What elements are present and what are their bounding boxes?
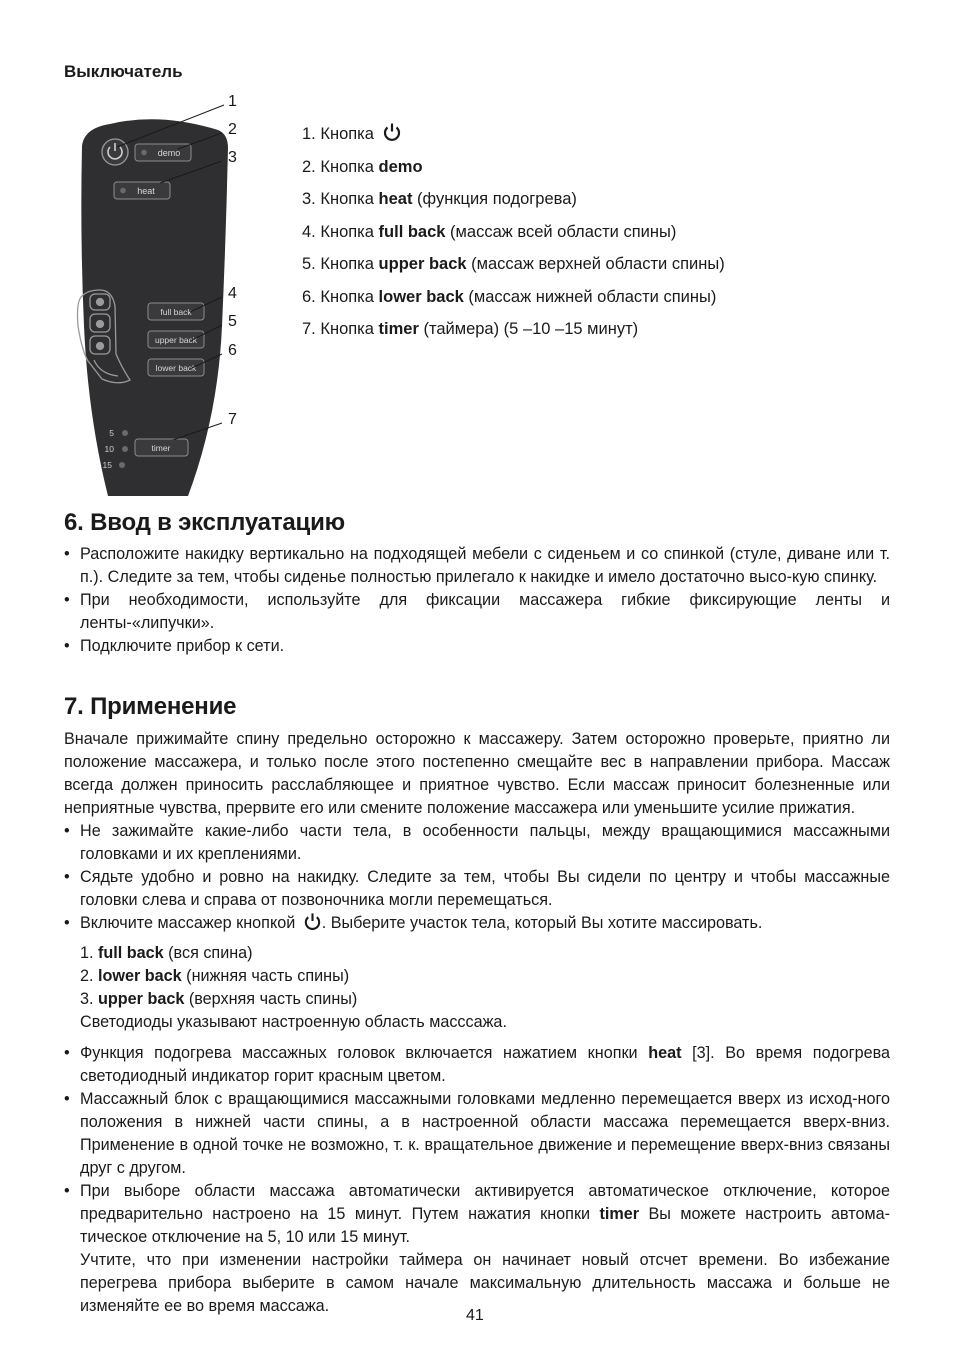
legend-item-7: 7. Кнопка timer (таймера) (5 –10 –15 минут)	[302, 320, 639, 338]
callout-lines	[0, 0, 260, 440]
timer-15-label: 15	[102, 460, 112, 470]
button-legend	[302, 118, 725, 346]
led-note: Светодиоды указывают настроенную область масссажа.	[80, 1013, 507, 1031]
list-item: 2. lower back (нижняя часть спины)	[80, 967, 350, 985]
power-icon	[382, 122, 402, 142]
list-item: • При необходимости, используйте для фиксации массажера гибкие фиксирующие ленты и ленты-«липучки».	[64, 589, 890, 635]
callout-2: 2	[228, 121, 237, 138]
switch-title: Выключатель	[64, 62, 183, 81]
list-item: • Функция подогрева массажных головок включается нажатием кнопки heat [3]. Во время подогрева светодиодный индикатор горит красным цветом.	[64, 1042, 890, 1088]
section-6-title: 6. Ввод в эксплуатацию	[64, 509, 345, 536]
power-icon	[303, 912, 322, 931]
list-item: • Включите массажер кнопкой . Выберите участок тела, который Вы хотите массировать.	[64, 912, 890, 935]
timer-note: Учтите, что при изменении настройки таймера он начинает новый отсчет времени. Во избежание перегрева прибора выберите в самом начале максимальную длительность массажа и больше не изменяйте ее во время массажа.	[80, 1251, 890, 1315]
page-number: 41	[466, 1307, 484, 1324]
list-item: 3. upper back (верхняя часть спины)	[80, 990, 358, 1008]
list-item: 1. full back (вся спина)	[80, 944, 253, 962]
list-item: • При выборе области массажа автоматически активируется автоматическое отключение, которое предварительно настроено на 15 минут. Путем нажатия кнопки timer Вы можете настроить автома-тическое отключение на 5, 10 или 15 минут.	[64, 1180, 890, 1249]
section-7-title: 7. Применение	[64, 693, 237, 720]
callout-3: 3	[228, 149, 237, 166]
intro-paragraph: Вначале прижимайте спину предельно осторожно к массажеру. Затем осторожно проверьте, приятно ли положение массажера, и только после этого постепенно смещайте вес в направлении прибора. Массаж всегда должен приносить расслабляющее и приятное чувство. Если массаж приносит болезненные или неприятные чувства, прервите его или смените положение массажера или уменьшите усилие прижатия.	[64, 730, 890, 817]
legend-item-2: 2. Кнопка demo	[302, 157, 423, 176]
callout-1: 1	[228, 93, 237, 110]
legend-item-4: 4. Кнопка full back (массаж всей области спины)	[302, 222, 677, 241]
timer-10-led	[122, 446, 128, 452]
callout-7: 7	[228, 411, 237, 428]
legend-item-5: 5. Кнопка upper back (массаж верхней области спины)	[302, 255, 725, 273]
lower-back-label: lower back	[155, 363, 197, 373]
list-item: • Подключите прибор к сети.	[64, 635, 890, 658]
list-item: • Расположите накидку вертикально на подходящей мебели с сиденьем и со спинкой (стуле, диване или т. п.). Следите за тем, чтобы сиденье полностью прилегало к накидке и имело достаточно высо-кую спинку.	[64, 543, 890, 589]
upper-back-label: upper back	[154, 335, 198, 345]
callout-4: 4	[228, 285, 237, 302]
section-7-body	[64, 728, 890, 1318]
timer-label: timer	[151, 443, 171, 453]
section-6-body	[64, 543, 890, 658]
demo-label: demo	[157, 148, 181, 158]
callout-5: 5	[228, 313, 237, 330]
timer-5-label: 5	[109, 428, 114, 438]
list-item: • Не зажимайте какие-либо части тела, в особенности пальцы, между вращающимися массажными головками и их креплениями.	[64, 820, 890, 866]
list-item: • Массажный блок с вращающимися массажными головками медленно перемещается вверх из исход-ного положения в нижней части спины, а в настроенной области массажа перемещается вверх-вниз. Применение в одной точке не возможно, т. к. вращательное движение и перемещение вверх-вниз связаны друг с другом.	[64, 1088, 890, 1180]
full-back-label: full back	[160, 307, 192, 317]
legend-item-3: 3. Кнопка heat (функция подогрева)	[302, 190, 577, 208]
callout-6: 6	[228, 342, 237, 359]
list-item: • Сядьте удобно и ровно на накидку. Следите за тем, чтобы Вы сидели по центру и чтобы массажные головки слева и справа от позвоночника могли перемещаться.	[64, 866, 890, 912]
legend-item-1: 1. Кнопка	[302, 118, 725, 151]
timer-15-led	[119, 462, 125, 468]
heat-label: heat	[137, 186, 155, 196]
timer-10-label: 10	[104, 444, 114, 454]
legend-item-6: 6. Кнопка lower back (массаж нижней области спины)	[302, 287, 717, 306]
